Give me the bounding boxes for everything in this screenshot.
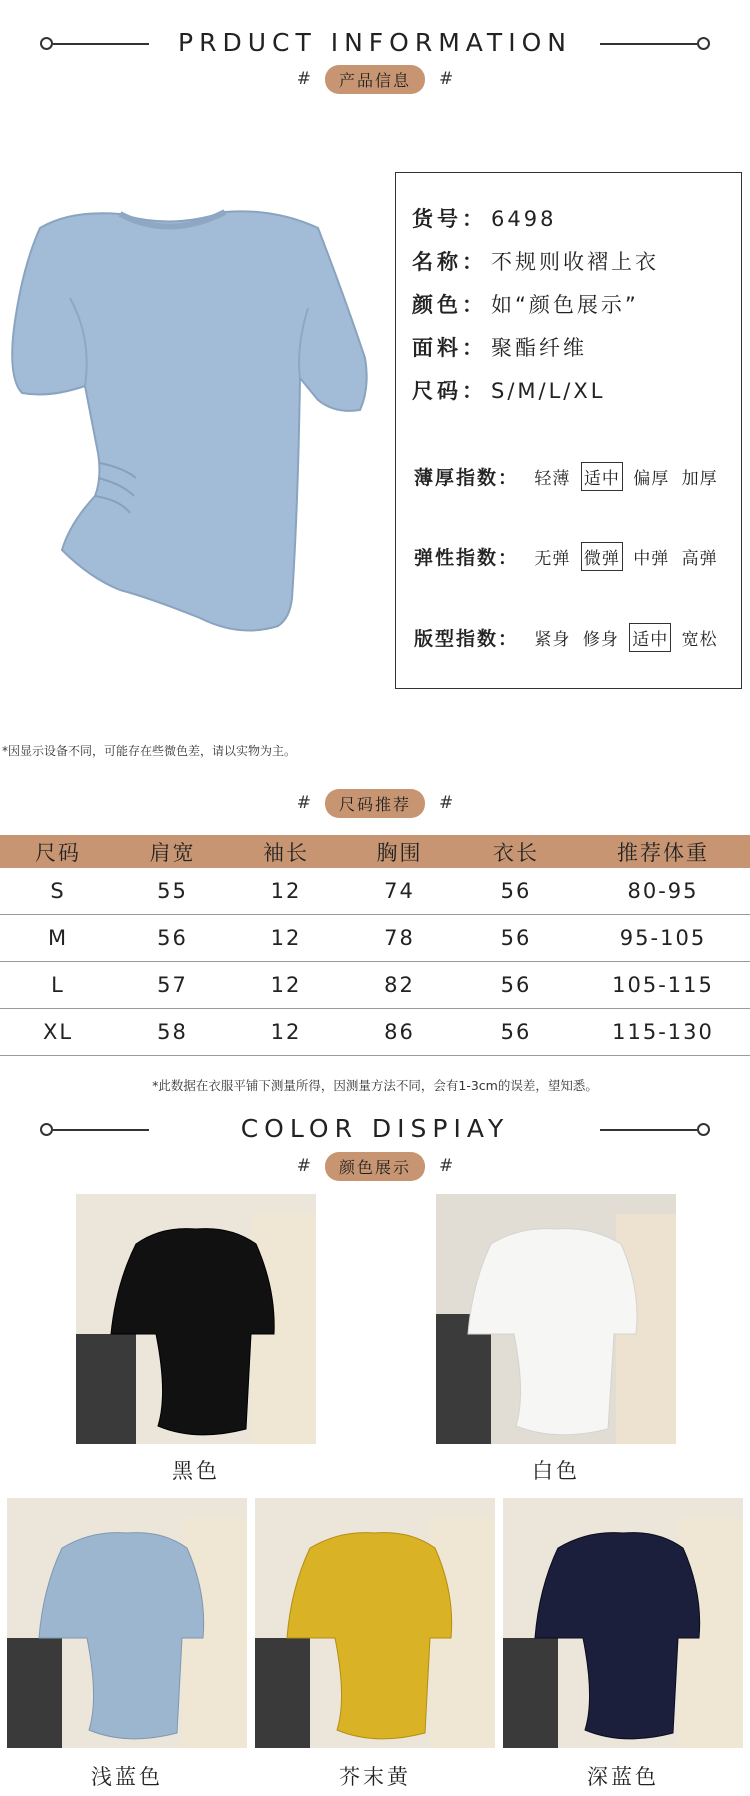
product-specs-box: [395, 172, 742, 689]
color-section-tag: 颜色展示: [325, 1152, 425, 1181]
table-cell: 12: [270, 926, 302, 950]
hash-mark: #: [296, 793, 311, 813]
color-label-black: 黑色: [172, 1459, 220, 1483]
color-label-white: 白色: [532, 1459, 580, 1483]
column-header: 袖长: [263, 840, 309, 865]
shirt-black-image: [76, 1194, 316, 1444]
size-section-tag: 尺码推荐: [325, 789, 425, 818]
table-cell: 56: [157, 926, 188, 950]
spec-item-color: [412, 289, 639, 319]
elasticity-index: [414, 542, 723, 571]
spec-value: 如“颜色展示”: [491, 293, 639, 317]
index-option: 修身: [582, 630, 619, 650]
decor-line-right: [600, 1129, 697, 1131]
table-cell: S: [50, 879, 66, 903]
table-cell: 57: [157, 973, 188, 997]
index-option-selected: 适中: [629, 623, 671, 652]
color-label-navy: 深蓝色: [587, 1765, 659, 1789]
spec-label: 名称：: [412, 250, 487, 274]
table-cell: 12: [270, 1020, 302, 1044]
shirt-navy-image: [503, 1498, 743, 1748]
color-display-header: [0, 1110, 750, 1150]
product-info-header: [0, 24, 750, 64]
measurement-note: *此数据在衣服平铺下测量所得，因测量方法不同，会有1-3cm的误差，望知悉。: [152, 1078, 598, 1093]
spec-item-name: [412, 246, 659, 276]
table-cell: 12: [270, 879, 302, 903]
product-photo: [0, 178, 380, 658]
index-label: 弹性指数：: [414, 547, 520, 569]
column-header: 推荐体重: [617, 840, 709, 865]
spec-value: S/M/L/XL: [491, 379, 606, 403]
color-photo-black: [76, 1194, 316, 1444]
column-header: 衣长: [493, 840, 539, 865]
decor-line-right: [600, 43, 697, 45]
thickness-index: [414, 462, 723, 491]
table-cell: 82: [384, 973, 415, 997]
table-cell: 80-95: [627, 879, 699, 903]
table-cell: 12: [270, 973, 302, 997]
shirt-white-image: [436, 1194, 676, 1444]
color-label-mustard: 芥末黄: [339, 1765, 411, 1789]
index-option-selected: 适中: [581, 462, 623, 491]
color-tag-row: [0, 1150, 750, 1182]
table-cell: 58: [157, 1020, 188, 1044]
hash-mark: #: [296, 69, 311, 89]
decor-dot-right: [697, 37, 710, 50]
decor-dot-right: [697, 1123, 710, 1136]
spec-value: 6498: [491, 207, 557, 231]
spec-label: 尺码：: [412, 379, 487, 403]
table-cell: 56: [500, 973, 532, 997]
index-label: 薄厚指数：: [414, 467, 520, 489]
color-label-light-blue: 浅蓝色: [91, 1765, 163, 1789]
hash-mark: #: [439, 793, 454, 813]
index-option: 中弹: [633, 549, 670, 569]
color-photo-light-blue: [7, 1498, 247, 1748]
table-cell: 115-130: [612, 1020, 714, 1044]
spec-label: 颜色：: [412, 293, 487, 317]
spec-item-code: [412, 203, 556, 233]
table-cell: 56: [500, 879, 532, 903]
color-difference-notice: *因显示设备不同，可能存在些微色差，请以实物为主。: [2, 744, 297, 758]
spec-item-fabric: [412, 332, 587, 362]
color-photo-mustard: [255, 1498, 495, 1748]
index-option: 宽松: [681, 630, 718, 650]
table-cell: 56: [500, 1020, 532, 1044]
shirt-light-blue-image: [7, 1498, 247, 1748]
spec-label: 面料：: [412, 336, 487, 360]
table-cell: 105-115: [612, 973, 714, 997]
fit-index: [414, 623, 723, 652]
table-cell: XL: [42, 1020, 74, 1044]
table-row: [0, 915, 750, 962]
shirt-mustard-image: [255, 1498, 495, 1748]
table-row: [0, 962, 750, 1009]
table-row: [0, 1009, 750, 1056]
index-option: 无弹: [534, 549, 571, 569]
product-info-tag-row: [0, 63, 750, 95]
column-header: 肩宽: [149, 840, 196, 865]
index-option: 紧身: [534, 630, 571, 650]
color-photo-navy: [503, 1498, 743, 1748]
table-cell: 55: [157, 879, 188, 903]
table-cell: 56: [500, 926, 532, 950]
spec-value: 聚酯纤维: [491, 336, 587, 360]
product-info-tag: 产品信息: [325, 65, 425, 94]
table-cell: M: [47, 926, 69, 950]
table-cell: 78: [384, 926, 415, 950]
column-header: 尺码: [35, 840, 81, 865]
spec-label: 货号：: [412, 207, 487, 231]
spec-value: 不规则收褶上衣: [491, 250, 659, 274]
table-cell: 95-105: [619, 926, 707, 950]
hash-mark: #: [439, 69, 454, 89]
size-table-header: [0, 835, 750, 868]
size-table: [0, 835, 750, 1056]
index-option: 轻薄: [534, 469, 571, 489]
index-option: 加厚: [681, 469, 718, 489]
table-cell: 74: [384, 879, 415, 903]
size-tag-row: [0, 787, 750, 819]
table-row: [0, 868, 750, 915]
index-option-selected: 微弹: [581, 542, 623, 571]
index-option: 高弹: [681, 549, 718, 569]
color-photo-white: [436, 1194, 676, 1444]
spec-item-size: [412, 375, 605, 405]
hash-mark: #: [296, 1156, 311, 1176]
index-label: 版型指数：: [414, 628, 520, 650]
column-header: 胸围: [376, 840, 423, 865]
product-info-title: PRDUCT INFORMATION: [178, 28, 572, 57]
hash-mark: #: [439, 1156, 454, 1176]
table-cell: 86: [384, 1020, 415, 1044]
table-cell: L: [51, 973, 65, 997]
color-display-title: COLOR DISPIAY: [240, 1114, 510, 1143]
index-option: 偏厚: [633, 469, 670, 489]
